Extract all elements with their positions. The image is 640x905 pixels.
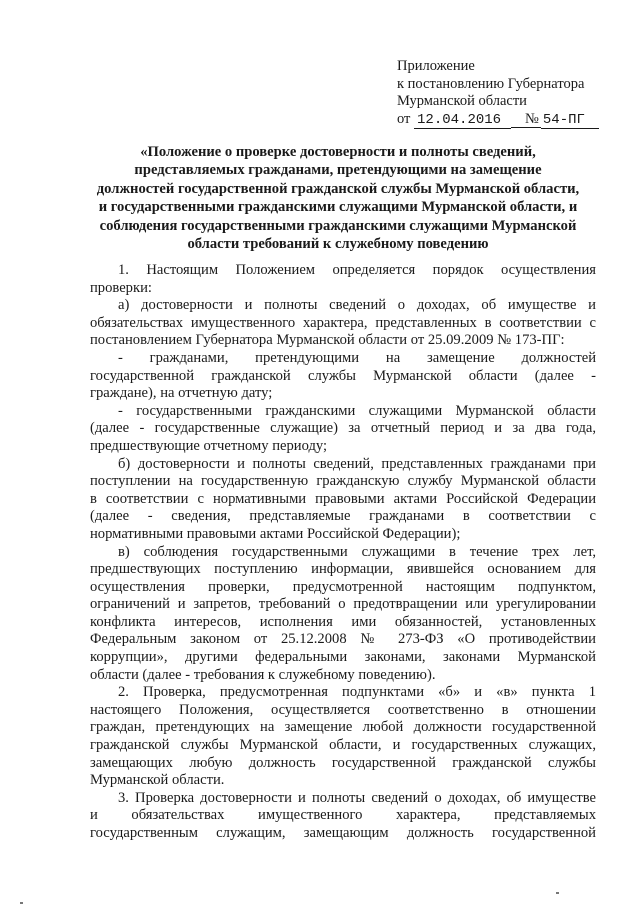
decree-number: 54-ПГ bbox=[541, 112, 599, 129]
body-line: (далее - сведения, представляемые гражданами в соответствии с bbox=[90, 508, 596, 525]
body-line: в) соблюдения государственными служащими в течение трех лет, bbox=[118, 543, 596, 560]
body-line: настоящего Положения, осуществляется соответственно в отношении bbox=[90, 701, 596, 718]
decree-date: 12.04.2016 bbox=[414, 112, 511, 129]
title-line: области требований к служебному поведению bbox=[187, 236, 489, 253]
body-line: государственной гражданской службы Мурманской области (далее - bbox=[90, 367, 596, 384]
body-line: замещающих любую должность государственной гражданской службы bbox=[90, 754, 596, 771]
scan-speck bbox=[556, 892, 559, 894]
body-line: ограничений и запретов, требований о предотвращении или урегулировании bbox=[90, 596, 596, 613]
title-line: представляемых гражданами, претендующими на замещение bbox=[134, 162, 542, 179]
body-line: постановлением Губернатора Мурманской области от 25.09.2009 № 173-ПГ: bbox=[90, 332, 565, 349]
body-line: коррупции», другими федеральными законами, законами Мурманской bbox=[90, 649, 596, 666]
body-line: нормативными правовыми актами Российской Федерации); bbox=[90, 525, 461, 542]
body-line: - государственными гражданскими служащими Мурманской области bbox=[118, 402, 596, 419]
body-line: и обязательствах имущественного характера, представляемых bbox=[90, 807, 596, 824]
title-line: должностей государственной гражданской службы Мурманской области, bbox=[96, 180, 580, 197]
body-line: государственным служащим, замещающим должность государственной bbox=[90, 825, 596, 841]
date-prefix: от bbox=[397, 110, 411, 127]
body-line: области (далее - требования к служебному поведению). bbox=[90, 666, 436, 683]
scan-speck bbox=[20, 902, 23, 904]
body-line: 1. Настоящим Положением определяется порядок осуществления bbox=[118, 262, 596, 278]
body-line: Мурманской области. bbox=[90, 772, 225, 789]
title-line: соблюдения государственными гражданскими служащими Мурманской bbox=[99, 217, 577, 234]
title-line: и государственными гражданскими служащими Мурманской области, и bbox=[98, 199, 578, 216]
body-line: осуществления проверки, предусмотренной настоящим подпунктом, bbox=[90, 578, 596, 595]
appendix-date-line bbox=[397, 111, 627, 130]
body-line: а) достоверности и полноты сведений о доходах, об имуществе и bbox=[118, 297, 596, 314]
body-line: Федеральным законом от 25.12.2008 № 273-ФЗ «О противодействии bbox=[90, 631, 596, 648]
body-line: - гражданами, претендующими на замещение должностей bbox=[118, 349, 596, 366]
body-line: в соответствии с нормативными правовыми актами Российской Федерации bbox=[90, 490, 596, 507]
appendix-line-1: Приложение bbox=[397, 58, 475, 74]
body-line: предшествующих поступлению информации, явившейся основанием для bbox=[90, 561, 596, 578]
body-line: поступлении на государственную гражданскую службу Мурманской области bbox=[90, 473, 596, 490]
body-line: гражданской службы Мурманской области, и государственных служащих, bbox=[90, 737, 596, 754]
appendix-block bbox=[397, 58, 627, 129]
title-line: «Положение о проверке достоверности и полноты сведений, bbox=[140, 144, 536, 160]
body-line: проверки: bbox=[90, 279, 152, 296]
body-line: конфликта интересов, исполнения ими обязанностей, установленных bbox=[90, 613, 596, 630]
body-line: 3. Проверка достоверности и полноты сведений о доходах, об имуществе bbox=[118, 789, 596, 806]
body-line: обязательствах имущественного характера, представленных в соответствии с bbox=[90, 314, 596, 331]
body-line: б) достоверности и полноты сведений, представленных гражданами при bbox=[118, 455, 596, 472]
number-prefix: № bbox=[511, 111, 541, 128]
document-body bbox=[90, 262, 596, 843]
body-line: 2. Проверка, предусмотренная подпунктами «б» и «в» пункта 1 bbox=[118, 684, 596, 701]
body-line: граждан, претендующих на замещение любой должности государственной bbox=[90, 719, 596, 736]
document-title bbox=[82, 143, 594, 253]
appendix-line-3: Мурманской области bbox=[397, 93, 527, 109]
body-line: (далее - государственные служащие) за отчетный период и за два года, bbox=[90, 420, 596, 437]
appendix-line-2: к постановлению Губернатора bbox=[397, 75, 585, 92]
body-line: граждане), на отчетную дату; bbox=[90, 385, 273, 402]
body-line: предшествующие отчетному периоду; bbox=[90, 437, 328, 454]
